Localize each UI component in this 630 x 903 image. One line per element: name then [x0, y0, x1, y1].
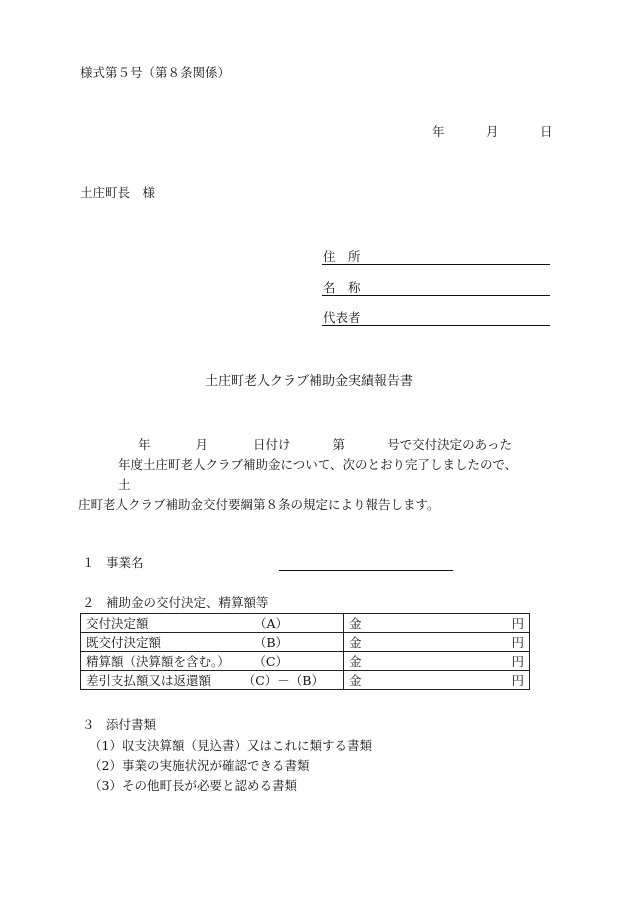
section-2-label: 補助金の交付決定、精算額等: [106, 595, 269, 610]
attachment-item: （1）収支決算額（見込書）又はこれに類する書類: [89, 738, 372, 753]
row-item: 既交付決定額: [86, 635, 162, 650]
name-line: [322, 295, 550, 296]
amount-prefix: 金: [349, 654, 362, 669]
date-month: 月: [486, 124, 499, 139]
table-row: [81, 614, 530, 633]
section-1-number: １: [82, 555, 95, 570]
subsidy-table: [80, 613, 530, 690]
section-2-number: ２: [82, 595, 95, 610]
amount-prefix: 金: [349, 616, 362, 631]
document-title: 土庄町老人クラブ補助金実績報告書: [205, 374, 414, 389]
row-code: （C）－（B）: [242, 673, 324, 688]
table-row: [81, 652, 530, 671]
row-code: （C）: [253, 654, 288, 669]
address-label: 住 所: [323, 249, 361, 264]
address-line: [322, 264, 550, 265]
form-number: 様式第５号（第８条関係）: [80, 65, 231, 80]
body-date-suffix: 日付け: [253, 437, 291, 452]
body-line-1: [80, 435, 550, 455]
row-item: 精算額（決算額を含む。）: [86, 654, 230, 669]
row-code: （B）: [253, 635, 288, 650]
body-year: 年: [138, 437, 151, 452]
body-paragraph: [80, 435, 550, 515]
table-row: [81, 671, 530, 690]
representative-label: 代表者: [323, 310, 361, 325]
body-line-4: 庄町老人クラブ補助金交付要綱第８条の規定により報告します。: [78, 497, 440, 512]
table-row: [81, 633, 530, 652]
representative-line: [322, 325, 550, 326]
amount-prefix: 金: [349, 635, 362, 650]
amount-unit: 円: [511, 673, 524, 688]
row-item: 交付決定額: [86, 616, 149, 631]
amount-unit: 円: [511, 616, 524, 631]
body-line-2: 年度土庄町老人クラブ補助金について、次のとおり完了しましたので、: [118, 457, 518, 472]
body-line-3: 土: [118, 477, 131, 492]
name-label: 名 称: [323, 280, 361, 295]
section-1-label: 事業名: [106, 555, 144, 570]
attachment-item: （2）事業の実施状況が確認できる書類: [89, 758, 310, 773]
body-decision-text: 号で交付決定のあった: [387, 437, 512, 452]
attachment-item: （3）その他町長が必要と認める書類: [89, 778, 297, 793]
section-3-number: ３: [82, 717, 95, 732]
body-number-prefix: 第: [332, 437, 346, 452]
row-code: （A）: [253, 616, 288, 631]
date-year: 年: [432, 124, 445, 139]
section-3-label: 添付書類: [106, 717, 157, 732]
amount-prefix: 金: [349, 673, 362, 688]
project-name-line: [279, 570, 453, 571]
amount-unit: 円: [511, 654, 524, 669]
amount-unit: 円: [511, 635, 524, 650]
body-month: 月: [195, 437, 209, 452]
row-item: 差引支払額又は返還額: [86, 673, 212, 688]
date-day: 日: [540, 124, 553, 139]
addressee: 土庄町長 様: [80, 185, 156, 200]
